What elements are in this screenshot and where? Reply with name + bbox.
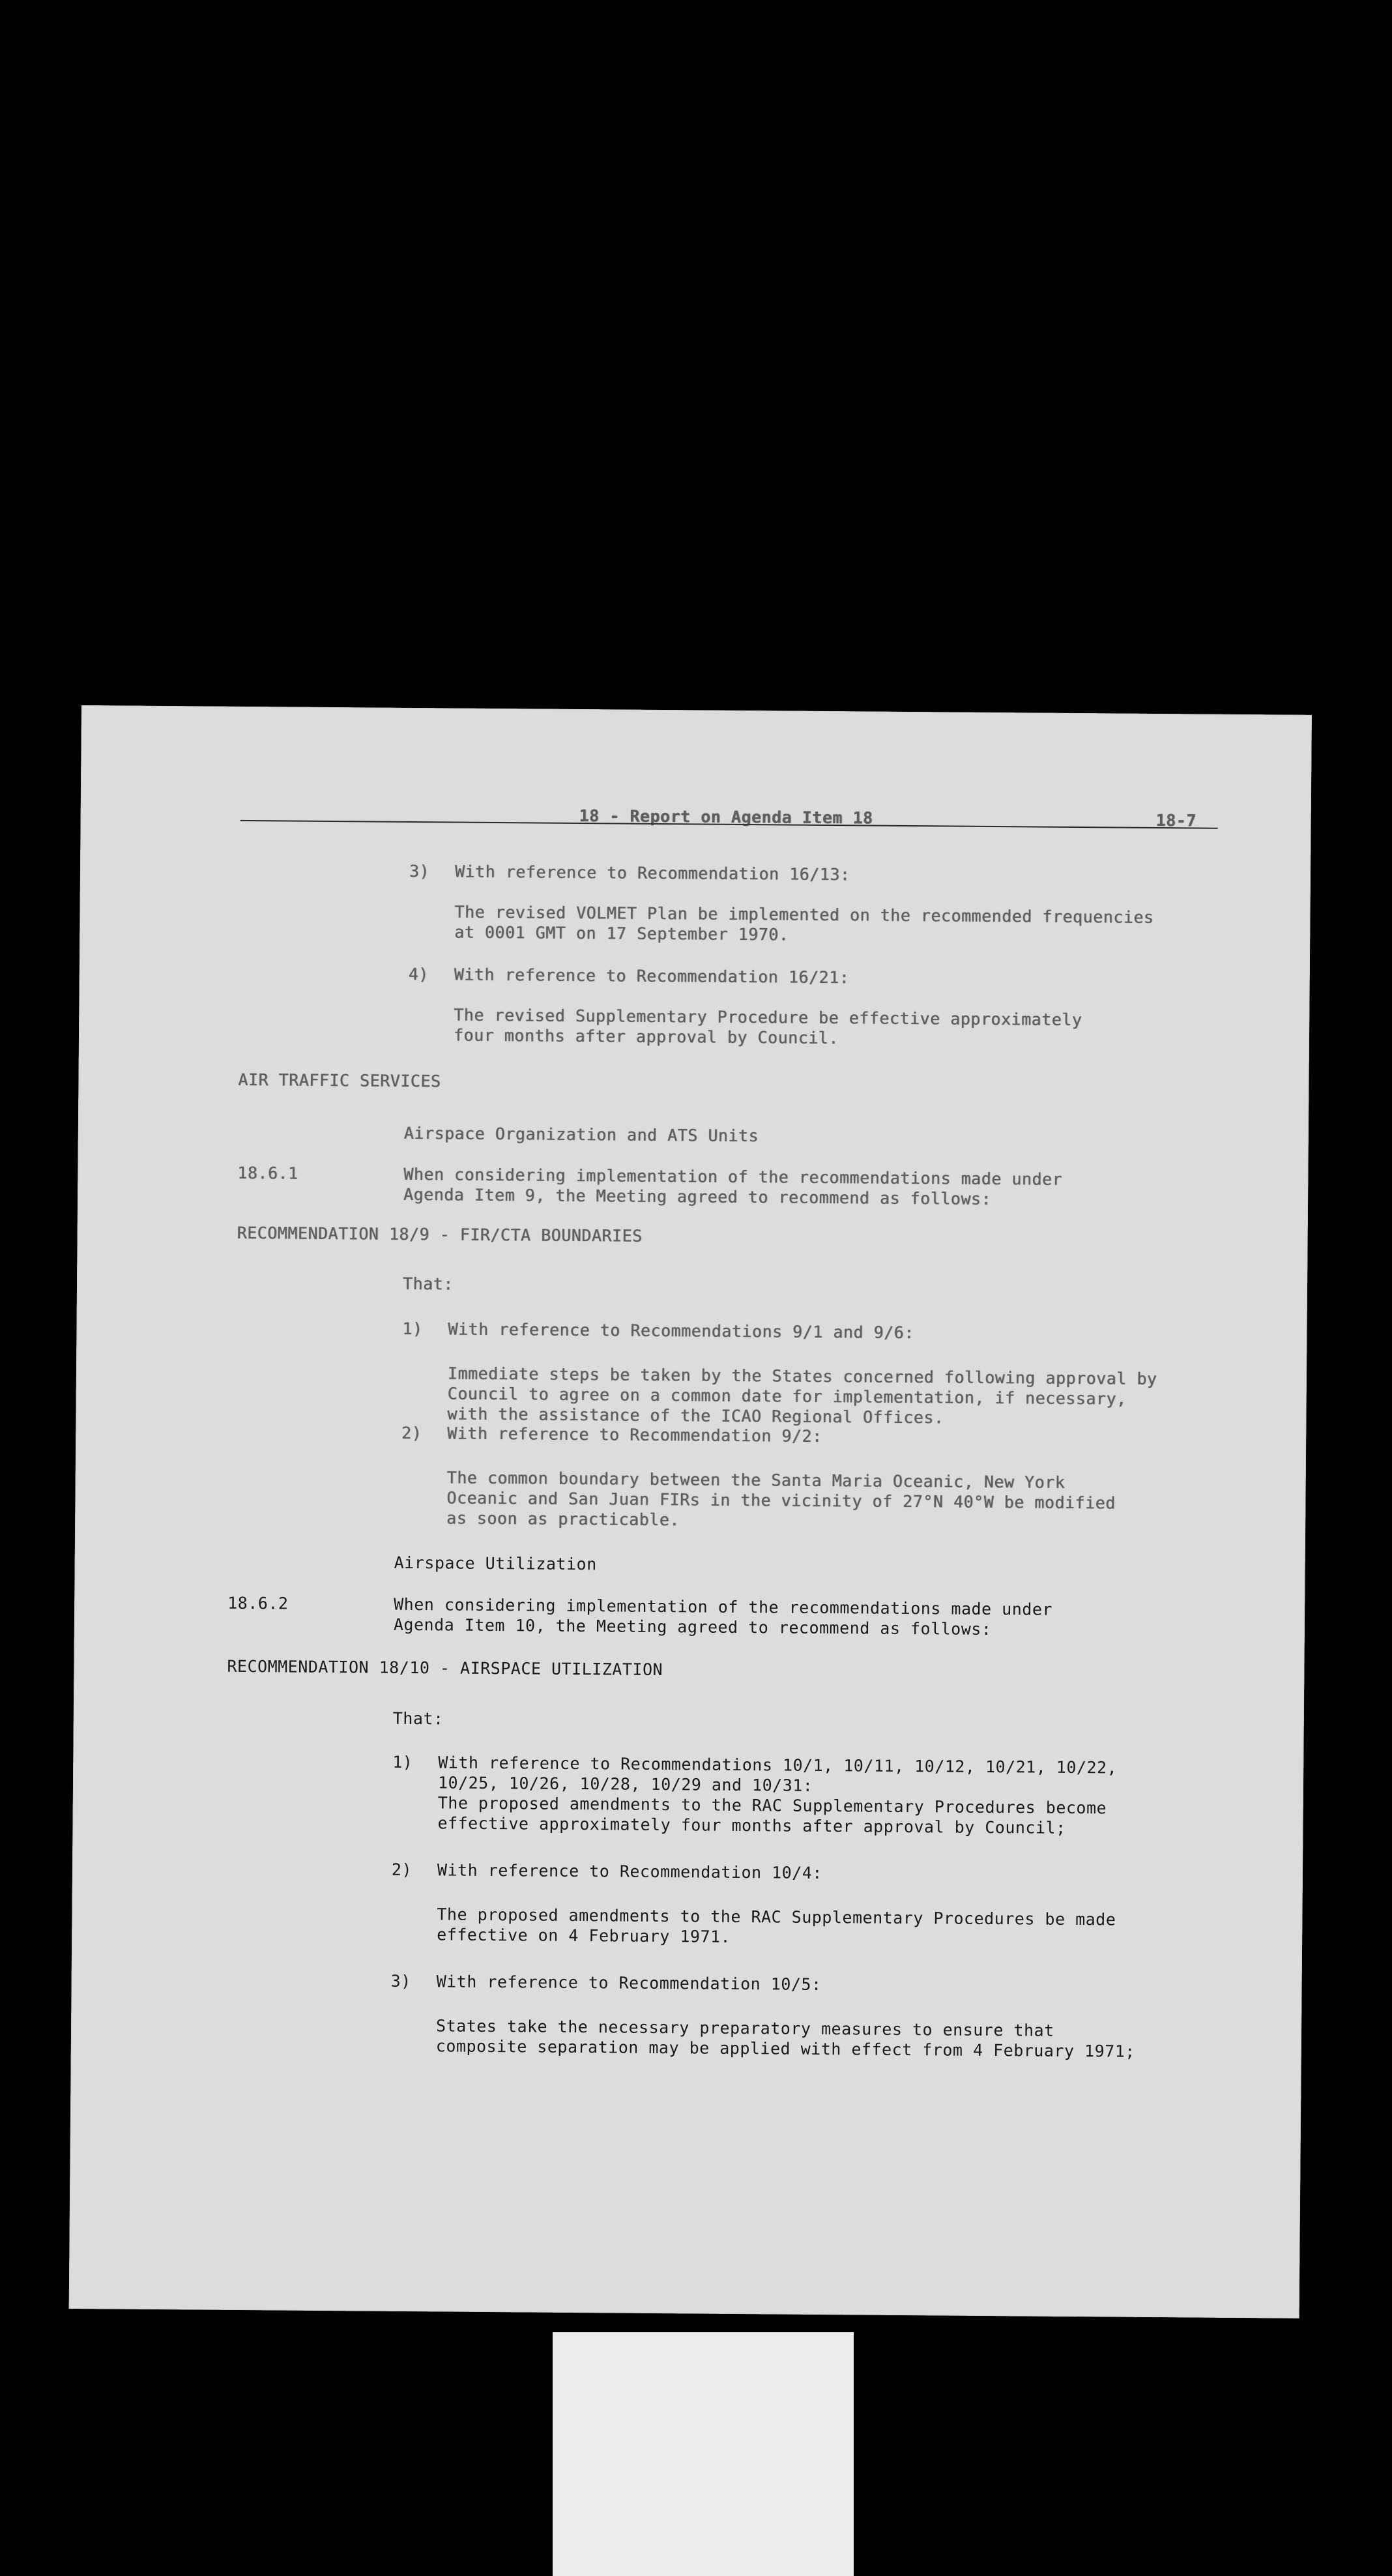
item-body: The proposed amendments to the RAC Supplementary Procedures become effective approximately four months after approval by Council; [437, 1793, 1107, 1837]
item-reference: With reference to Recommendation 16/13: [454, 862, 850, 885]
that-label: That: [392, 1708, 444, 1729]
item-reference: With reference to Recommendation 10/4: [437, 1860, 823, 1882]
recommendation-title: RECOMMENDATION 18/10 - AIRSPACE UTILIZATION [227, 1656, 663, 1680]
item-body: The revised Supplementary Procedure be effective approximately four months after approval by Council. [453, 1005, 1082, 1048]
subsection-title: Airspace Organization and ATS Units [403, 1123, 759, 1146]
paragraph-text: When considering implementation of the recommendations made under Agenda Item 10, the Meeting agreed to recommend as follows: [393, 1594, 1053, 1639]
item-body: Immediate steps be taken by the States concerned following approval by Council to agree on a common date for implementation, if necessary, with the assistance of the ICAO Regional Offices. [447, 1364, 1157, 1427]
item-number: 3) [409, 861, 430, 881]
paragraph-number: 18.6.2 [227, 1593, 289, 1613]
item-number: 1) [392, 1752, 413, 1772]
paragraph-number: 18.6.1 [237, 1163, 298, 1183]
item-body: The revised VOLMET Plan be implemented on the recommended frequencies at 0001 GMT on 17 September 1970. [454, 902, 1154, 944]
recommendation-title: RECOMMENDATION 18/9 - FIR/CTA BOUNDARIES [237, 1223, 643, 1246]
item-body: The common boundary between the Santa Maria Oceanic, New York Oceanic and San Juan FIRs in the vicinity of 27°N 40°W be modified as soon as practicable. [446, 1468, 1116, 1530]
that-label: That: [402, 1274, 454, 1294]
item-body: States take the necessary preparatory measures to ensure that composite separation may be applied with effect from 4 February 1971; [435, 2016, 1135, 2061]
item-number: 1) [402, 1319, 423, 1339]
blank-card [553, 2332, 854, 2576]
item-number: 4) [408, 964, 429, 984]
item-number: 2) [391, 1860, 413, 1880]
item-reference: With reference to Recommendation 16/21: [454, 965, 850, 988]
document-page [69, 705, 1312, 2319]
item-reference: With reference to Recommendation 10/5: [436, 1972, 822, 1994]
page-number: 18-7 [1155, 810, 1196, 830]
subsection-title: Airspace Utilization [394, 1553, 597, 1574]
paragraph-text: When considering implementation of the recommendations made under Agenda Item 9, the Meeting agreed to recommend as follows: [403, 1164, 1063, 1208]
item-number: 3) [390, 1971, 411, 1991]
item-body: The proposed amendments to the RAC Supplementary Procedures be made effective on 4 February 1971. [437, 1905, 1116, 1946]
header-title: 18 - Report on Agenda Item 18 [579, 806, 873, 828]
item-number: 2) [401, 1423, 422, 1443]
item-reference: With reference to Recommendation 9/2: [447, 1424, 822, 1446]
item-reference: With reference to Recommendations 9/1 and 9/6: [448, 1319, 914, 1343]
item-reference: With reference to Recommendations 10/1, 10/11, 10/12, 10/21, 10/22, 10/25, 10/26, 10/28, 10/29 and 10/31: [437, 1753, 1118, 1795]
section-heading: AIR TRAFFIC SERVICES [238, 1070, 441, 1091]
